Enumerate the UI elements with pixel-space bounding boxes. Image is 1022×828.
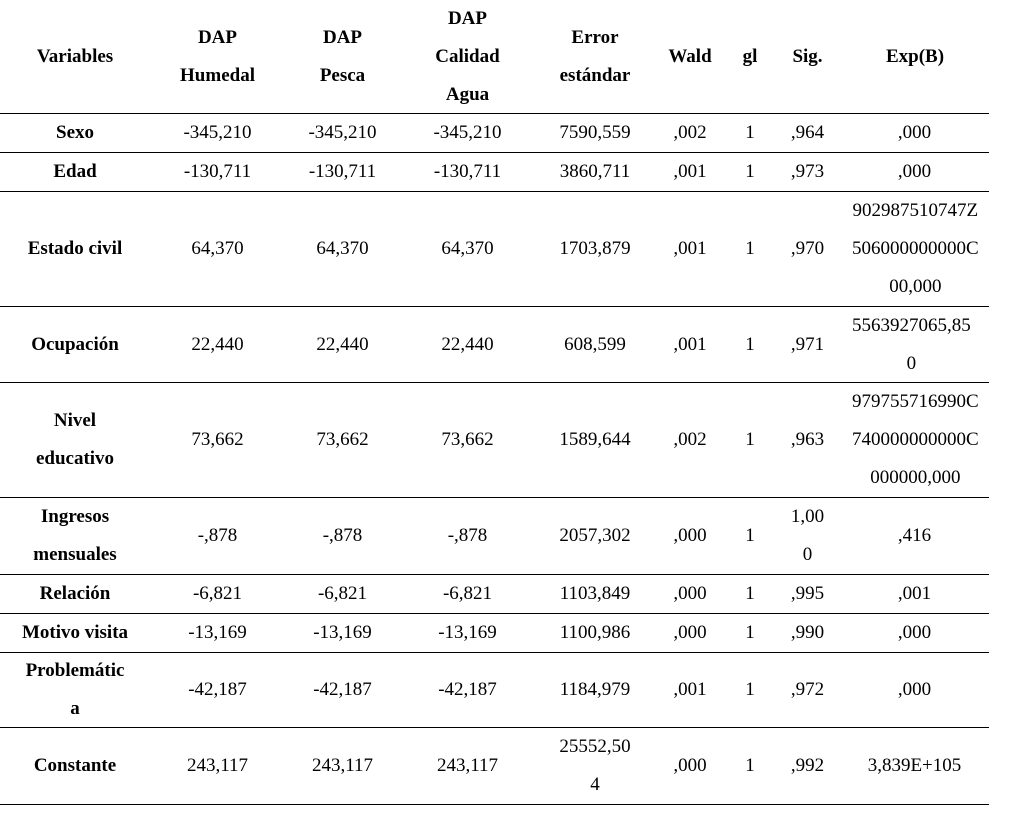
table-cell-error xyxy=(535,383,655,497)
cell-text: 22,440 xyxy=(316,333,369,355)
header-text: DAP xyxy=(447,7,488,29)
cell-text: 0 xyxy=(802,544,813,565)
row-label xyxy=(0,575,150,613)
table-cell-pesca xyxy=(285,728,400,804)
cell-text: 243,117 xyxy=(186,755,249,776)
header-text: Pesca xyxy=(319,64,366,86)
cell-text: 2057,302 xyxy=(559,525,631,546)
cell-text: -13,169 xyxy=(188,622,247,643)
cell-text: a xyxy=(70,698,80,719)
cell-text: -345,210 xyxy=(433,122,502,143)
cell-text: Estado civil xyxy=(27,238,123,259)
table-cell-expb xyxy=(840,575,989,613)
cell-text: -,878 xyxy=(447,525,488,546)
table-cell-sig xyxy=(775,153,840,191)
table-cell-error xyxy=(535,614,655,652)
cell-text: ,972 xyxy=(790,679,825,700)
cell-text: -6,821 xyxy=(317,583,368,604)
cell-text: ,000 xyxy=(673,622,707,643)
table-cell-calidad xyxy=(400,498,535,574)
table-cell-expb xyxy=(840,383,989,497)
cell-text: 64,370 xyxy=(191,238,244,259)
header-dap-humedal xyxy=(150,0,285,113)
table-cell-gl xyxy=(725,307,775,382)
row-label xyxy=(0,114,150,152)
table-cell-expb xyxy=(840,307,989,382)
cell-text: 22,440 xyxy=(191,333,244,355)
table-cell-sig xyxy=(775,653,840,727)
table-cell-humedal xyxy=(150,307,285,382)
header-text: Wald xyxy=(668,45,712,67)
cell-text: -130,711 xyxy=(433,161,502,182)
header-text: Humedal xyxy=(180,64,255,86)
cell-text: ,970 xyxy=(790,238,825,259)
cell-text: ,964 xyxy=(790,122,825,143)
table-cell-expb xyxy=(840,114,989,152)
cell-text: ,002 xyxy=(673,429,707,450)
cell-text: 1 xyxy=(745,679,755,700)
table-cell-pesca xyxy=(285,575,400,613)
table-cell-sig xyxy=(775,383,840,497)
table-cell-gl xyxy=(725,498,775,574)
row-label xyxy=(0,653,150,727)
cell-text: Ingresos xyxy=(40,506,110,527)
row-rule xyxy=(0,804,989,805)
table-cell-wald xyxy=(655,728,725,804)
table-cell-wald xyxy=(655,307,725,382)
table-cell-gl xyxy=(725,728,775,804)
table-cell-wald xyxy=(655,192,725,306)
table-cell-expb xyxy=(840,192,989,306)
table-cell-calidad xyxy=(400,153,535,191)
cell-text: -6,821 xyxy=(442,583,493,604)
cell-text: 73,662 xyxy=(191,429,244,450)
table-cell-pesca xyxy=(285,307,400,382)
table-cell-calidad xyxy=(400,114,535,152)
cell-text: -42,187 xyxy=(313,679,372,700)
cell-text: 7590,559 xyxy=(559,122,631,143)
table-cell-wald xyxy=(655,653,725,727)
header-text: Agua xyxy=(445,83,490,105)
cell-text: -13,169 xyxy=(313,622,372,643)
table-cell-calidad xyxy=(400,383,535,497)
cell-text: -42,187 xyxy=(188,679,247,700)
cell-text: 0 xyxy=(906,352,917,374)
cell-text: 243,117 xyxy=(311,755,374,776)
cell-text: 1184,979 xyxy=(559,679,631,700)
row-label xyxy=(0,614,150,652)
cell-text: Ocupación xyxy=(31,333,119,355)
row-label xyxy=(0,498,150,574)
cell-text: Problemátic xyxy=(25,660,125,681)
header-error xyxy=(535,0,655,113)
header-gl xyxy=(725,0,775,113)
cell-text: 506000000000C xyxy=(852,238,979,259)
table-cell-pesca xyxy=(285,114,400,152)
table-cell-sig xyxy=(775,498,840,574)
cell-text: -130,711 xyxy=(183,161,252,182)
cell-text: 1 xyxy=(745,161,755,182)
cell-text: 1 xyxy=(745,429,755,450)
table-cell-pesca xyxy=(285,153,400,191)
cell-text: Motivo visita xyxy=(21,622,129,643)
table-cell-sig xyxy=(775,192,840,306)
table-cell-gl xyxy=(725,614,775,652)
row-label xyxy=(0,383,150,497)
cell-text: 1 xyxy=(745,583,755,604)
header-text: Exp(B) xyxy=(885,45,945,67)
row-label xyxy=(0,307,150,382)
table-cell-gl xyxy=(725,153,775,191)
cell-text: ,001 xyxy=(897,583,932,604)
header-text: Variables xyxy=(36,45,114,67)
table-cell-sig xyxy=(775,614,840,652)
header-text: estándar xyxy=(559,64,631,86)
cell-text: ,002 xyxy=(673,122,707,143)
table-cell-error xyxy=(535,192,655,306)
table-cell-error xyxy=(535,653,655,727)
cell-text: educativo xyxy=(35,448,115,469)
table-cell-calidad xyxy=(400,614,535,652)
table-cell-humedal xyxy=(150,153,285,191)
header-text: DAP xyxy=(197,26,238,48)
cell-text: ,000 xyxy=(897,622,932,643)
table-cell-sig xyxy=(775,307,840,382)
cell-text: -345,210 xyxy=(308,122,377,143)
cell-text: Constante xyxy=(33,755,117,776)
cell-text: -6,821 xyxy=(192,583,243,604)
row-label xyxy=(0,192,150,306)
cell-text: Relación xyxy=(39,583,111,604)
table-cell-pesca xyxy=(285,498,400,574)
cell-text: -130,711 xyxy=(308,161,377,182)
table-cell-gl xyxy=(725,653,775,727)
cell-text: ,001 xyxy=(673,333,707,355)
cell-text: 000000,000 xyxy=(870,467,961,488)
cell-text: ,995 xyxy=(790,583,825,604)
cell-text: ,000 xyxy=(673,583,707,604)
cell-text: 3860,711 xyxy=(559,161,631,182)
header-variables xyxy=(0,0,150,113)
cell-text: ,963 xyxy=(790,429,825,450)
cell-text: 1 xyxy=(745,238,755,259)
header-dap-calidad xyxy=(400,0,535,113)
cell-text: ,990 xyxy=(790,622,825,643)
header-text: gl xyxy=(742,45,758,67)
table-cell-error xyxy=(535,153,655,191)
table-cell-gl xyxy=(725,575,775,613)
cell-text: 64,370 xyxy=(441,238,494,259)
cell-text: 64,370 xyxy=(316,238,369,259)
cell-text: 3,839E+105 xyxy=(867,755,962,776)
cell-text: 00,000 xyxy=(889,276,942,297)
cell-text: -,878 xyxy=(322,525,363,546)
cell-text: 1 xyxy=(745,333,755,355)
cell-text: 73,662 xyxy=(316,429,369,450)
table-cell-humedal xyxy=(150,575,285,613)
cell-text: 902987510747Z xyxy=(852,200,979,221)
cell-text: ,973 xyxy=(790,161,825,182)
table-cell-pesca xyxy=(285,383,400,497)
header-text: Sig. xyxy=(792,45,823,67)
table-cell-wald xyxy=(655,498,725,574)
table-cell-gl xyxy=(725,383,775,497)
cell-text: 25552,50 xyxy=(559,736,631,757)
table-cell-error xyxy=(535,307,655,382)
cell-text: ,001 xyxy=(673,238,707,259)
cell-text: mensuales xyxy=(33,544,117,565)
cell-text: 1103,849 xyxy=(559,583,631,604)
header-text: Error xyxy=(571,26,619,48)
table-cell-calidad xyxy=(400,728,535,804)
table-cell-error xyxy=(535,498,655,574)
table-cell-humedal xyxy=(150,114,285,152)
cell-text: 243,117 xyxy=(436,755,499,776)
table-cell-expb xyxy=(840,653,989,727)
table-cell-calidad xyxy=(400,192,535,306)
cell-text: -42,187 xyxy=(438,679,497,700)
header-text: DAP xyxy=(322,26,363,48)
table-cell-calidad xyxy=(400,575,535,613)
table-cell-calidad xyxy=(400,307,535,382)
table-cell-calidad xyxy=(400,653,535,727)
table-cell-gl xyxy=(725,114,775,152)
cell-text: 1703,879 xyxy=(559,238,631,259)
cell-text: 1,00 xyxy=(790,506,825,527)
table-cell-humedal xyxy=(150,614,285,652)
table-cell-error xyxy=(535,114,655,152)
cell-text: 740000000000C xyxy=(852,429,979,450)
table-cell-humedal xyxy=(150,653,285,727)
table-cell-expb xyxy=(840,614,989,652)
table-cell-pesca xyxy=(285,653,400,727)
row-label xyxy=(0,728,150,804)
table-cell-sig xyxy=(775,575,840,613)
table-cell-humedal xyxy=(150,728,285,804)
header-text: Calidad xyxy=(435,45,500,67)
table-cell-humedal xyxy=(150,498,285,574)
header-sig xyxy=(775,0,840,113)
header-expb xyxy=(840,0,990,113)
table-cell-sig xyxy=(775,114,840,152)
cell-text: 5563927065,85 xyxy=(852,314,971,336)
row-label xyxy=(0,153,150,191)
cell-text: 22,440 xyxy=(441,333,494,355)
cell-text: ,000 xyxy=(673,525,707,546)
cell-text: 1 xyxy=(745,525,755,546)
table-cell-sig xyxy=(775,728,840,804)
table-cell-wald xyxy=(655,614,725,652)
cell-text: ,001 xyxy=(673,679,707,700)
table-cell-pesca xyxy=(285,614,400,652)
cell-text: 1100,986 xyxy=(559,622,631,643)
cell-text: Nivel xyxy=(53,410,97,431)
cell-text: ,000 xyxy=(897,679,932,700)
cell-text: 4 xyxy=(590,774,600,795)
cell-text: Sexo xyxy=(56,122,94,143)
table-cell-expb xyxy=(840,498,989,574)
table-cell-error xyxy=(535,728,655,804)
cell-text: ,001 xyxy=(673,161,707,182)
cell-text: -,878 xyxy=(197,525,238,546)
header-dap-pesca xyxy=(285,0,400,113)
cell-text: 1589,644 xyxy=(559,429,631,450)
table-cell-gl xyxy=(725,192,775,306)
cell-text: 73,662 xyxy=(441,429,494,450)
cell-text: -13,169 xyxy=(438,622,497,643)
table-cell-expb xyxy=(840,153,989,191)
table-cell-wald xyxy=(655,114,725,152)
cell-text: ,000 xyxy=(897,161,932,182)
cell-text: ,992 xyxy=(790,755,825,776)
cell-text: Edad xyxy=(53,161,97,182)
table-cell-humedal xyxy=(150,383,285,497)
cell-text: 1 xyxy=(745,755,755,776)
table-cell-error xyxy=(535,575,655,613)
cell-text: 1 xyxy=(745,122,755,143)
cell-text: -345,210 xyxy=(183,122,252,143)
table-cell-humedal xyxy=(150,192,285,306)
table-cell-wald xyxy=(655,153,725,191)
table-cell-wald xyxy=(655,575,725,613)
table-cell-pesca xyxy=(285,192,400,306)
cell-text: 1 xyxy=(745,622,755,643)
cell-text: ,416 xyxy=(897,525,932,546)
header-wald xyxy=(655,0,725,113)
table-cell-wald xyxy=(655,383,725,497)
cell-text: ,971 xyxy=(790,333,825,355)
cell-text: ,000 xyxy=(673,755,707,776)
cell-text: 979755716990C xyxy=(852,391,979,412)
cell-text: 608,599 xyxy=(564,333,626,355)
table-cell-expb xyxy=(840,728,989,804)
cell-text: ,000 xyxy=(897,122,932,143)
